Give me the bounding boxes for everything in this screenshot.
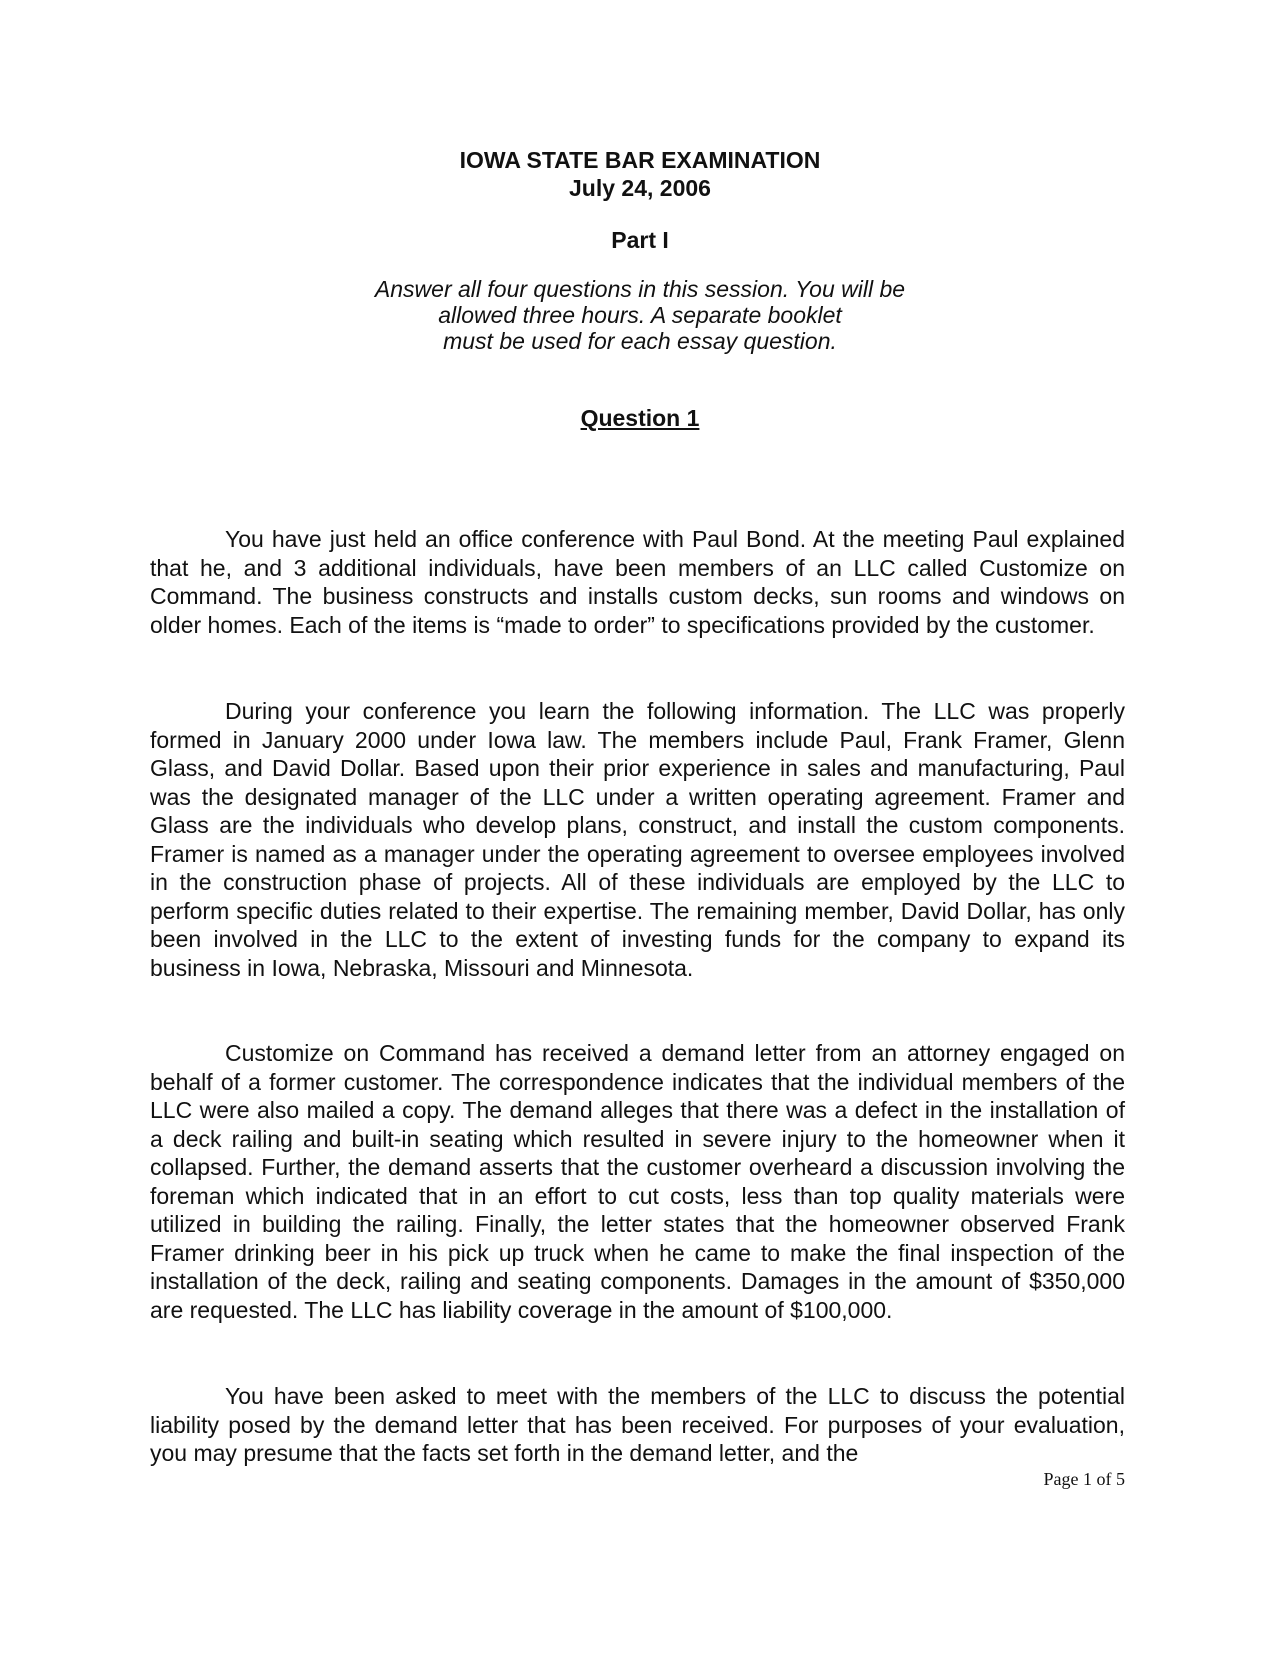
question-heading [0, 404, 1280, 432]
paragraph: You have just held an office conference with Paul Bond. At the meeting Paul explained that he, and 3 additional individuals, have been members of an LLC called Customize on Command. The business constructs and installs custom decks, sun rooms and windows on older homes. Each of the items is “made to order” to specifications provided by the customer. [150, 526, 1125, 638]
exam-title: IOWA STATE BAR EXAMINATION [459, 147, 821, 173]
paragraph-1-block [150, 525, 1125, 639]
paragraph: During your conference you learn the following information. The LLC was properly formed in January 2000 under Iowa law. The members include Paul, Frank Framer, Glenn Glass, and David Dollar. Based upon their prior experience in sales and manufacturing, Paul was the designated manager of the LLC under a written operating agreement. Framer and Glass are the individuals who develop plans, construct, and install the custom components. Framer is named as a manager under the operating agreement to oversee employees involved in the construction phase of projects. All of these individuals are employed by the LLC to perform specific duties related to their expertise. The remaining member, David Dollar, has only been involved in the LLC to the extent of investing funds for the company to expand its business in Iowa, Nebraska, Missouri and Minnesota. [150, 698, 1125, 981]
instructions-line: Answer all four questions in this session. You will be [374, 276, 906, 302]
instructions-line: allowed three hours. A separate booklet [438, 302, 842, 328]
page-number: Page 1 of 5 [1043, 1469, 1125, 1489]
paragraph-2-block [150, 697, 1125, 982]
paragraph-3-block [150, 1039, 1125, 1324]
paragraph: Customize on Command has received a demand letter from an attorney engaged on behalf of a former customer. The correspondence indicates that the individual members of the LLC were also mailed a copy. The demand alleges that there was a defect in the installation of a deck railing and built-in seating which resulted in severe injury to the homeowner when it collapsed. Further, the demand asserts that the customer overheard a discussion involving the foreman which indicated that in an effort to cut costs, less than top quality materials were utilized in building the railing. Finally, the letter states that the homeowner observed Frank Framer drinking beer in his pick up truck when he came to make the final inspection of the installation of the deck, railing and seating components. Damages in the amount of $350,000 are requested. The LLC has liability coverage in the amount of $100,000. [150, 1040, 1125, 1323]
instructions-line: must be used for each essay question. [443, 328, 837, 354]
exam-date: July 24, 2006 [569, 175, 711, 201]
paragraph-4-block [150, 1382, 1125, 1468]
part-heading: Part I [611, 227, 669, 253]
paragraph: You have been asked to meet with the members of the LLC to discuss the potential liability posed by the demand letter that has been received. For purposes of your evaluation, you may presume that the facts set forth in the demand letter, and the [150, 1383, 1125, 1466]
instructions [0, 276, 1280, 354]
question-heading-text: Question 1 [580, 405, 700, 431]
